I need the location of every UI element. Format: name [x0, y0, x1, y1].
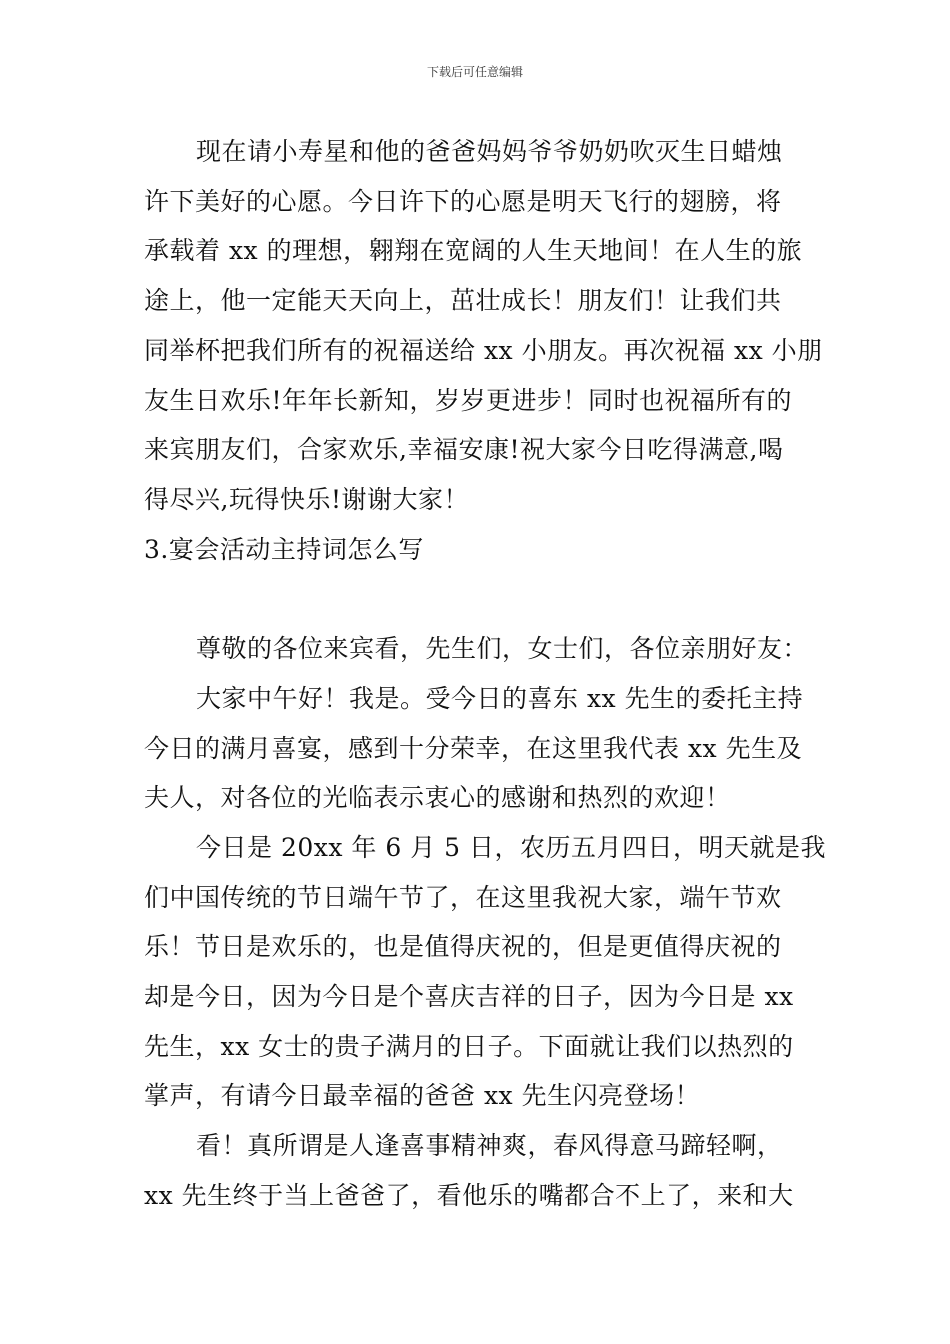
section-heading: 3.宴会活动主持词怎么写 — [144, 535, 424, 564]
body-text-line: 同举杯把我们所有的祝福送给 xx 小朋友。再次祝福 xx 小朋 — [144, 336, 823, 365]
page-header: 下载后可任意编辑 — [426, 65, 523, 79]
body-text-line: 大家中午好！我是。受今日的喜东 xx 先生的委托主持 — [196, 684, 804, 713]
body-text-line: 乐！节日是欢乐的，也是值得庆祝的，但是更值得庆祝的 — [144, 932, 782, 961]
body-text-line: 却是今日，因为今日是个喜庆吉祥的日子，因为今日是 xx — [144, 982, 794, 1011]
body-text-line: 现在请小寿星和他的爸爸妈妈爷爷奶奶吹灭生日蜡烛 — [196, 137, 783, 166]
body-text-line: 得尽兴,玩得快乐!谢谢大家！ — [144, 485, 469, 514]
body-text-line: 途上，他一定能天天向上，茁壮成长！朋友们！让我们共 — [144, 286, 782, 315]
body-text-line: 来宾朋友们，合家欢乐,幸福安康!祝大家今日吃得满意,喝 — [144, 435, 784, 464]
body-text-line: 许下美好的心愿。今日许下的心愿是明天飞行的翅膀，将 — [144, 187, 782, 216]
body-text-line: 先生，xx 女士的贵子满月的日子。下面就让我们以热烈的 — [144, 1032, 794, 1061]
body-text-line: 掌声，有请今日最幸福的爸爸 xx 先生闪亮登场！ — [144, 1081, 701, 1110]
body-text-line: 看！真所谓是人逢喜事精神爽，春风得意马蹄轻啊， — [196, 1131, 783, 1160]
body-text-line: 们中国传统的节日端午节了，在这里我祝大家，端午节欢 — [144, 883, 782, 912]
body-text-line: 友生日欢乐!年年长新知，岁岁更进步！同时也祝福所有的 — [144, 386, 793, 415]
body-text-line: xx 先生终于当上爸爸了，看他乐的嘴都合不上了，来和大 — [144, 1181, 794, 1210]
body-text-line: 今日的满月喜宴，感到十分荣幸，在这里我代表 xx 先生及 — [144, 734, 803, 763]
body-text-line: 今日是 20xx 年 6 月 5 日，农历五月四日，明天就是我 — [196, 833, 827, 862]
body-text-line: 尊敬的各位来宾看，先生们，女士们，各位亲朋好友： — [196, 634, 809, 663]
body-text-line: 夫人，对各位的光临表示衷心的感谢和热烈的欢迎！ — [144, 783, 731, 812]
body-text-line: 承载着 xx 的理想，翱翔在宽阔的人生天地间！在人生的旅 — [144, 236, 803, 265]
